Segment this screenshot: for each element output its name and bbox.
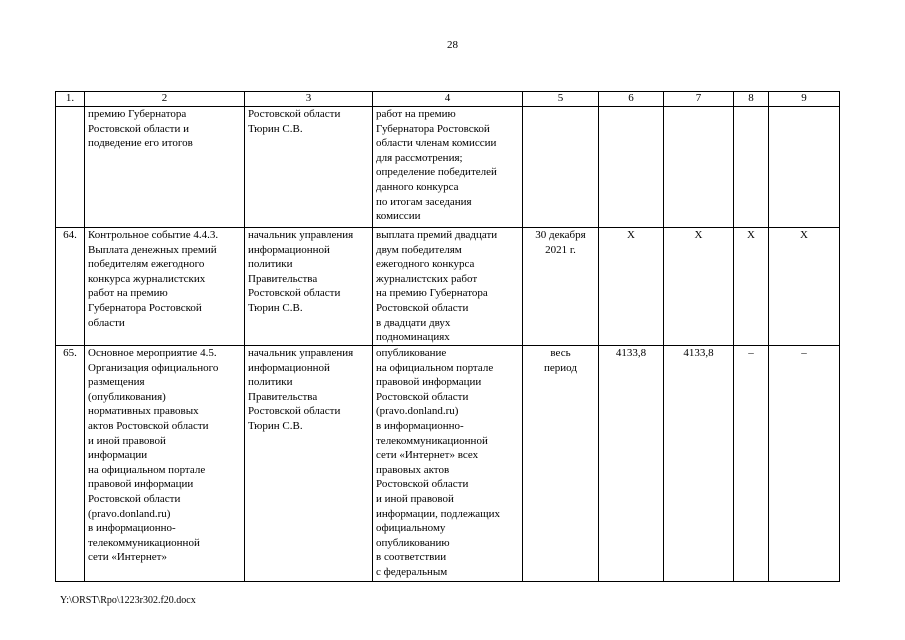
event-cell: Основное мероприятие 4.5. Организация официального размещения (опубликования) нормативных правовых актов Ростовской области и иной правовой информации на официальном портале правовой информации Ростовской области (pravo.donland.ru) в информационно- телекоммуникационной сети «Интернет»	[85, 346, 245, 582]
value-cell-9: –	[769, 346, 840, 582]
column-header: 1.	[56, 92, 85, 107]
event-cell: Контрольное событие 4.4.3. Выплата денежных премий победителям ежегодного конкурса журналистских работ на премию Губернатора Ростовской области	[85, 228, 245, 346]
page-number: 28	[447, 39, 458, 51]
value-cell-9: X	[769, 228, 840, 346]
column-header: 8	[734, 92, 769, 107]
value-cell-7: X	[664, 228, 734, 346]
value-cell-8	[734, 107, 769, 228]
value-cell-7: 4133,8	[664, 346, 734, 582]
result-cell: работ на премию Губернатора Ростовской области членам комиссии для рассмотрения; определение победителей данного конкурса по итогам заседания комиссии	[373, 107, 523, 228]
table-header-row	[56, 92, 840, 107]
plan-table	[55, 91, 840, 582]
column-header: 6	[599, 92, 664, 107]
column-header: 7	[664, 92, 734, 107]
value-cell-6	[599, 107, 664, 228]
value-cell-8: –	[734, 346, 769, 582]
column-header: 9	[769, 92, 840, 107]
value-cell-9	[769, 107, 840, 228]
date-cell: 30 декабря 2021 г.	[523, 228, 599, 346]
row-number: 64.	[56, 228, 85, 346]
column-header: 3	[245, 92, 373, 107]
responsible-cell: Ростовской области Тюрин С.В.	[245, 107, 373, 228]
date-cell: весь период	[523, 346, 599, 582]
column-header: 5	[523, 92, 599, 107]
row-number: 65.	[56, 346, 85, 582]
table-row	[56, 346, 840, 582]
column-header: 2	[85, 92, 245, 107]
table-row	[56, 107, 840, 228]
value-cell-8: X	[734, 228, 769, 346]
event-cell: премию Губернатора Ростовской области и подведение его итогов	[85, 107, 245, 228]
value-cell-6: 4133,8	[599, 346, 664, 582]
value-cell-6: X	[599, 228, 664, 346]
result-cell: выплата премий двадцати двум победителям ежегодного конкурса журналистских работ на премию Губернатора Ростовской области в двадцати двух подноминациях	[373, 228, 523, 346]
row-number	[56, 107, 85, 228]
result-cell: опубликование на официальном портале правовой информации Ростовской области (pravo.donland.ru) в информационно- телекоммуникационной сети «Интернет» всех правовых актов Ростовской области и иной правовой информации, подлежащих официальному опубликованию в соответствии с федеральным	[373, 346, 523, 582]
file-path-footer: Y:\ORST\Rpo\1223r302.f20.docx	[60, 595, 196, 606]
value-cell-7	[664, 107, 734, 228]
date-cell	[523, 107, 599, 228]
table-row	[56, 228, 840, 346]
responsible-cell: начальник управления информационной политики Правительства Ростовской области Тюрин С.В.	[245, 228, 373, 346]
responsible-cell: начальник управления информационной политики Правительства Ростовской области Тюрин С.В.	[245, 346, 373, 582]
column-header: 4	[373, 92, 523, 107]
